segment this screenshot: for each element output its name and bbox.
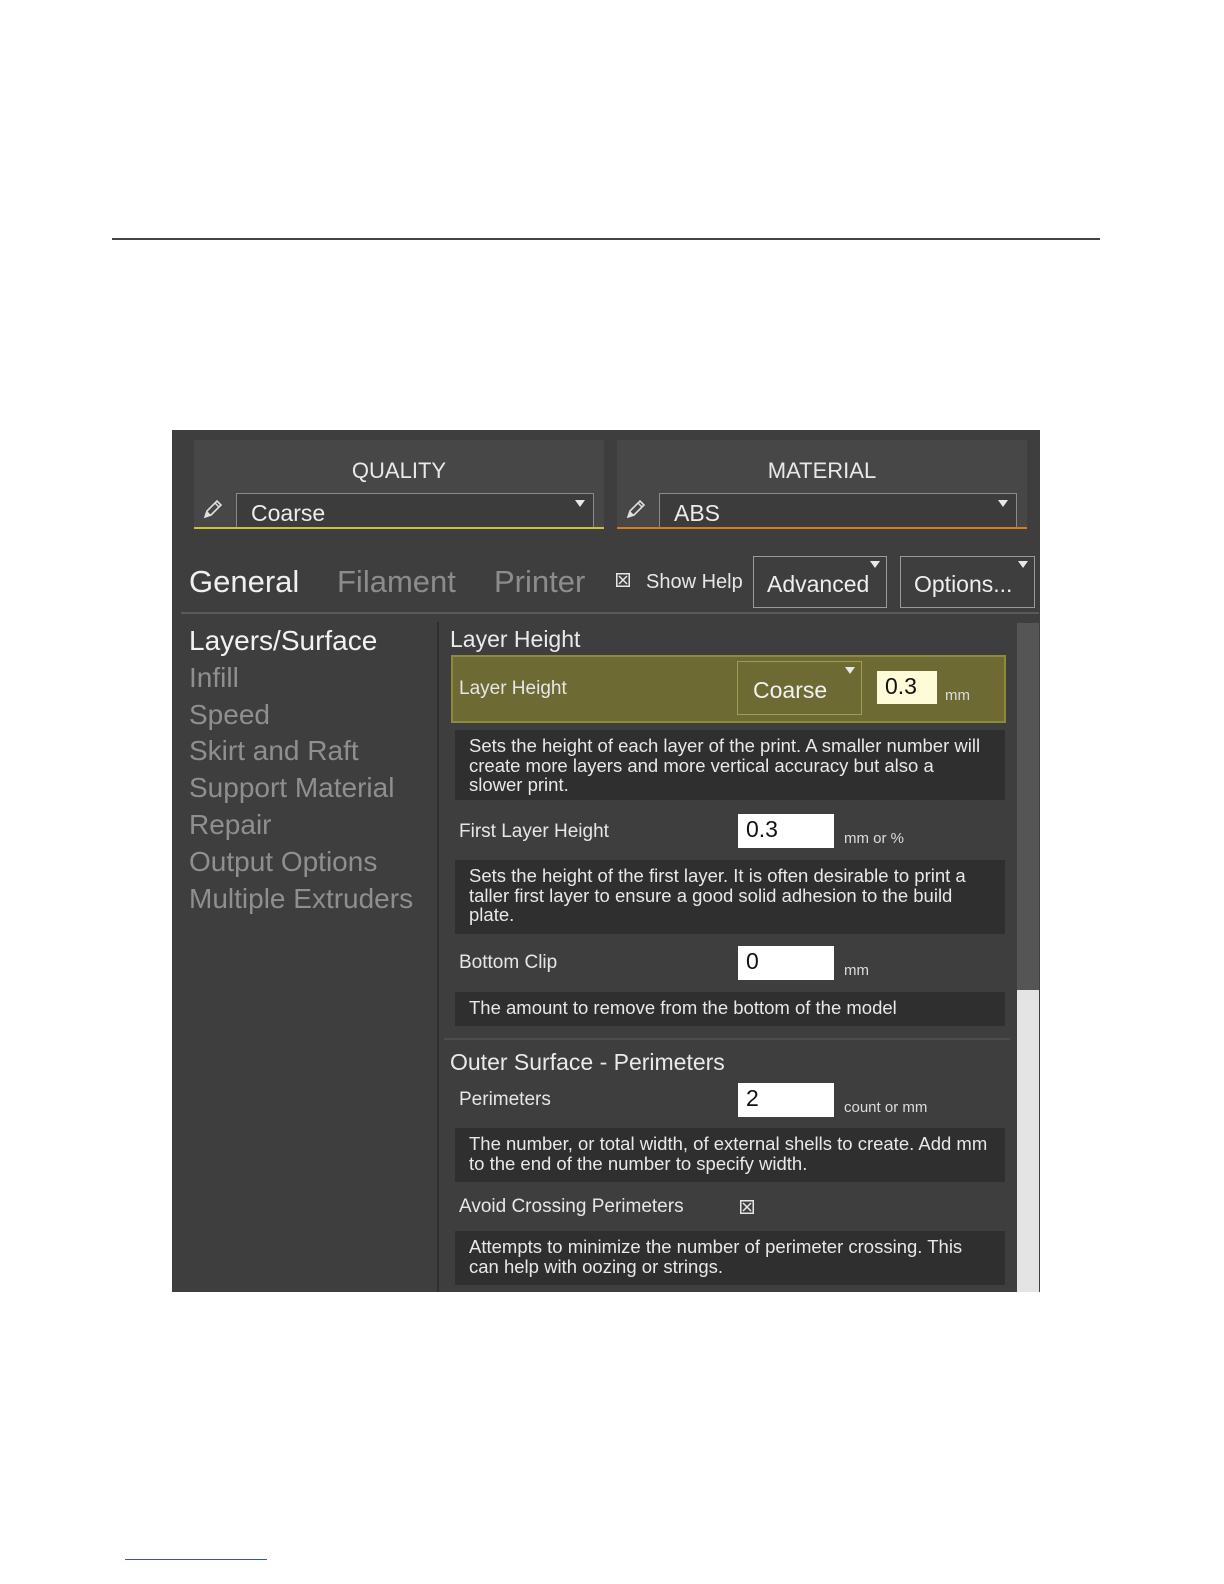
perimeters-help: The number, or total width, of external shells to create. Add mm to the end of the number to specify width.	[455, 1128, 1005, 1182]
bottom-clip-help: The amount to remove from the bottom of the model	[455, 992, 1005, 1026]
layer-height-input[interactable]	[877, 671, 937, 704]
nav-item-multiple-extruders[interactable]: Multiple Extruders	[189, 882, 414, 914]
bottom-clip-input[interactable]	[738, 946, 834, 980]
first-layer-height-unit: mm or %	[844, 830, 904, 847]
layer-height-unit: mm	[945, 687, 970, 704]
section-title-layer-height: Layer Height	[450, 626, 581, 652]
settings-nav	[189, 623, 413, 917]
quality-select[interactable]	[236, 493, 594, 529]
perimeters-label: Perimeters	[459, 1089, 551, 1110]
material-title: MATERIAL	[767, 458, 877, 483]
chevron-down-icon	[1018, 561, 1028, 568]
options-button[interactable]	[900, 556, 1035, 608]
nav-divider	[437, 622, 439, 1292]
tab-printer[interactable]: Printer	[494, 564, 586, 599]
material-value: ABS	[674, 500, 721, 526]
advanced-button-label: Advanced	[767, 571, 870, 597]
bottom-clip-value: 0	[746, 948, 759, 974]
layer-height-preset-value: Coarse	[753, 677, 828, 703]
perimeters-input[interactable]	[738, 1083, 834, 1117]
quality-value: Coarse	[251, 500, 326, 526]
section-divider	[444, 1038, 1010, 1040]
checkbox-checked-icon[interactable]	[616, 573, 630, 587]
scrollbar-thumb[interactable]	[1017, 623, 1039, 990]
layer-height-help: Sets the height of each layer of the print. A smaller number will create more layers and more vertical accuracy but also a slower print.	[455, 730, 1005, 800]
avoid-crossing-perimeters-label: Avoid Crossing Perimeters	[459, 1196, 684, 1217]
perimeters-value: 2	[746, 1085, 759, 1111]
bottom-clip-label: Bottom Clip	[459, 952, 558, 973]
chevron-down-icon	[998, 500, 1008, 507]
page-rule	[112, 238, 1100, 240]
first-layer-height-input[interactable]	[738, 814, 834, 848]
footnote-rule	[125, 1559, 267, 1560]
first-layer-height-value: 0.3	[746, 816, 778, 842]
options-button-label: Options...	[914, 571, 1013, 597]
nav-item-layers-surface[interactable]: Layers/Surface	[189, 625, 378, 656]
material-panel	[617, 440, 1027, 529]
perimeters-unit: count or mm	[844, 1099, 928, 1116]
avoid-crossing-perimeters-help: Attempts to minimize the number of perimeter crossing. This can help with oozing or strings.	[455, 1231, 1005, 1285]
layer-height-value: 0.3	[885, 673, 917, 699]
layer-height-preset-select[interactable]	[737, 661, 862, 715]
tab-filament[interactable]: Filament	[337, 564, 456, 599]
nav-item-speed[interactable]: Speed	[189, 698, 270, 730]
material-select[interactable]	[659, 493, 1017, 529]
advanced-button[interactable]	[753, 556, 887, 608]
nav-item-support-material[interactable]: Support Material	[189, 772, 395, 804]
quality-accent-line	[194, 527, 604, 529]
chevron-down-icon	[870, 561, 880, 568]
bottom-clip-unit: mm	[844, 962, 869, 979]
first-layer-height-label: First Layer Height	[459, 821, 609, 842]
nav-item-repair[interactable]: Repair	[189, 808, 272, 840]
chevron-down-icon	[845, 667, 855, 674]
tab-general[interactable]: General	[189, 564, 300, 599]
show-help-label: Show Help	[646, 571, 743, 593]
layer-height-label: Layer Height	[459, 678, 567, 699]
first-layer-height-help: Sets the height of the first layer. It is often desirable to print a taller first layer to ensure a good solid adhesion to the build plate.	[455, 860, 1005, 934]
settings-window	[172, 430, 1040, 1292]
nav-item-output-options[interactable]: Output Options	[189, 845, 378, 877]
nav-item-skirt-and-raft[interactable]: Skirt and Raft	[189, 735, 359, 767]
quality-title: QUALITY	[351, 458, 447, 483]
settings-pane	[440, 614, 1015, 1292]
checkbox-checked-icon[interactable]	[740, 1200, 754, 1214]
section-title-perimeters: Outer Surface - Perimeters	[450, 1049, 725, 1075]
quality-panel	[194, 440, 604, 529]
nav-item-infill[interactable]: Infill	[189, 661, 239, 693]
pencil-icon[interactable]	[625, 498, 647, 520]
chevron-down-icon	[575, 500, 585, 507]
material-accent-line	[617, 527, 1027, 529]
pencil-icon[interactable]	[202, 498, 224, 520]
